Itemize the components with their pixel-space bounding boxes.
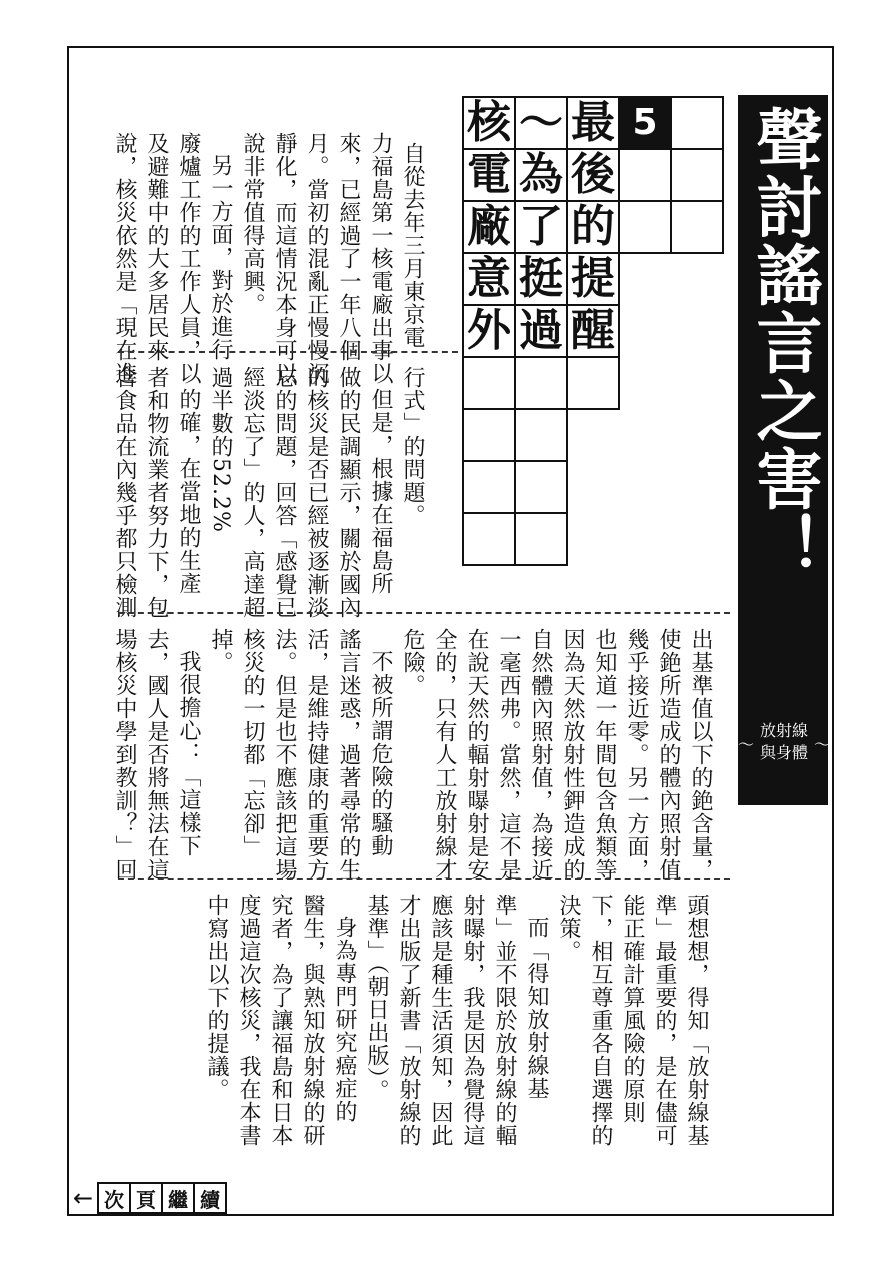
text-line: 我很擔心：「這樣下: [176, 650, 201, 857]
heading-char: [462, 408, 516, 462]
subtitle-line2: 與身體: [759, 743, 808, 762]
text-line: 核災的一切都「忘卻」: [240, 628, 265, 858]
text-line: 危險。: [400, 628, 425, 697]
heading-char: [462, 356, 516, 410]
text-line: 不被所謂危險的騷動: [368, 650, 393, 857]
text-line: 廢爐工作的工作人員，以: [176, 132, 201, 385]
text-line: 射曝射，我是因為覺得這: [460, 894, 485, 1147]
section-3-text: [108, 628, 716, 881]
text-line: 中寫出以下的提議。: [204, 894, 229, 1101]
text-line: 靜化，而這情況本身可以: [272, 132, 297, 385]
text-line: 頭想想，得知「放射線基: [684, 894, 709, 1147]
text-line: 才出版了新書「放射線的: [396, 894, 421, 1147]
text-line: 另一方面，對於進行: [208, 154, 233, 361]
text-line: 準」並不限於放射線的輻: [492, 894, 517, 1147]
text-line: 度過這次核災，我在本書: [236, 894, 261, 1147]
text-line: 應該是種生活須知，因此: [428, 894, 453, 1147]
heading-char: 的: [566, 200, 620, 254]
footer-char: 次: [97, 1182, 131, 1214]
section-divider: [118, 351, 458, 353]
heading-char: 後: [566, 148, 620, 202]
text-line: 力福島第一核電廠出事以: [368, 132, 393, 385]
text-line: 出基準值以下的銫含量，: [688, 628, 713, 881]
section-2-text: [108, 366, 428, 619]
section-divider: [118, 612, 730, 614]
subtitle-wave-left: ～: [738, 735, 755, 754]
grid-cell: [670, 148, 724, 202]
text-line: 基準」（朝日出版）。: [364, 894, 389, 1102]
text-line: 幾乎接近零。另一方面，: [624, 628, 649, 881]
grid-cell: [670, 200, 724, 254]
text-line: 能正確計算風險的原則: [620, 894, 645, 1124]
heading-char: [618, 148, 672, 202]
text-line: 說非常值得高興。: [240, 132, 265, 316]
text-line: 活，是維持健康的重要方: [304, 628, 329, 881]
heading-char: [514, 512, 568, 566]
text-line: 來，已經過了一年八個: [336, 132, 361, 362]
heading-char: 意: [462, 252, 516, 306]
heading-char: 過: [514, 304, 568, 358]
text-line: 經淡忘了」的人，高達超: [240, 366, 265, 619]
subtitle-wave-right: ～: [814, 735, 831, 754]
section-1-text: [108, 132, 428, 385]
heading-char: 挺: [514, 252, 568, 306]
heading-char: 了: [514, 200, 568, 254]
text-line: 身為專門研究癌症的: [332, 916, 357, 1123]
section-4-text: [200, 894, 712, 1154]
heading-char: [514, 460, 568, 514]
text-line: 含食品在內幾乎都只檢測: [112, 366, 137, 619]
heading-char: ～: [514, 96, 568, 150]
text-line: 過半數的52.2%: [208, 366, 233, 533]
text-line: 在說天然的輻射曝射是安: [464, 628, 489, 881]
text-line: 及避難中的大多居民來: [144, 132, 169, 362]
text-line: 下，相互尊重各自選擇的: [588, 894, 613, 1147]
text-line: 自從去年三月東京電: [400, 142, 425, 349]
text-line: 而「得知放射線基: [524, 916, 549, 1100]
heading-char: [514, 408, 568, 462]
heading-char: 廠: [462, 200, 516, 254]
heading-char: [514, 356, 568, 410]
heading-char: [462, 512, 516, 566]
heading-number: 5: [618, 96, 672, 150]
continue-footer[interactable]: [67, 1181, 227, 1215]
subtitle-box: [738, 712, 831, 772]
text-line: 月。當初的混亂正慢慢沉: [304, 132, 329, 385]
section-divider: [118, 878, 730, 880]
text-line: 的確，在當地的生產: [176, 388, 201, 595]
heading-char: [462, 460, 516, 514]
heading-char: 電: [462, 148, 516, 202]
banner-title: 聲討謠言之害！: [745, 105, 822, 581]
text-line: 的核災是否已經被逐漸淡: [304, 366, 329, 619]
text-line: 場核災中學到教訓？」回: [112, 628, 137, 881]
text-line: 使銫所造成的體內照射值: [656, 628, 681, 881]
text-line: 者和物流業者努力下，包: [144, 366, 169, 619]
text-line: 忘的問題，回答「感覺已: [272, 366, 297, 619]
heading-char: 核: [462, 96, 516, 150]
heading-char: 提: [566, 252, 620, 306]
heading-char: [618, 200, 672, 254]
footer-char: 續: [193, 1182, 227, 1214]
footer-char: 頁: [129, 1182, 163, 1214]
footer-char: 繼: [161, 1182, 195, 1214]
heading-char: 外: [462, 304, 516, 358]
text-line: 但是，根據在福島所: [368, 388, 393, 595]
arrow-left-icon: ←: [72, 1184, 94, 1212]
heading-char: 為: [514, 148, 568, 202]
text-line: 決策。: [556, 894, 581, 963]
text-line: 醫生，與熟知放射線的研: [300, 894, 325, 1147]
text-line: 因為天然放射性鉀造成的: [560, 628, 585, 881]
grid-cell: [670, 96, 724, 150]
text-line: 全的，只有人工放射線才: [432, 628, 457, 881]
text-line: 掉。: [208, 628, 233, 674]
heading-char: [566, 356, 620, 410]
text-line: 謠言迷惑，過著尋常的生: [336, 628, 361, 881]
text-line: 究者，為了讓福島和日本: [268, 894, 293, 1147]
text-line: 自然體內照射值，為接近: [528, 628, 553, 881]
text-line: 做的民調顯示，關於國內: [336, 366, 361, 619]
text-line: 法。但是也不應該把這場: [272, 628, 297, 881]
text-line: 準」最重要的，是在儘可: [652, 894, 677, 1147]
text-line: 去，國人是否將無法在這: [144, 628, 169, 881]
text-line: 行式」的問題。: [400, 366, 425, 527]
text-line: 一毫西弗。當然，這不是: [496, 628, 521, 881]
heading-char: 最: [566, 96, 620, 150]
text-line: 說，核災依然是「現在進: [112, 132, 137, 385]
title-banner: [738, 95, 831, 805]
subtitle-line1: 放射線: [759, 721, 808, 740]
text-line: 也知道一年間包含魚類等: [592, 628, 617, 881]
heading-char: 醒: [566, 304, 620, 358]
